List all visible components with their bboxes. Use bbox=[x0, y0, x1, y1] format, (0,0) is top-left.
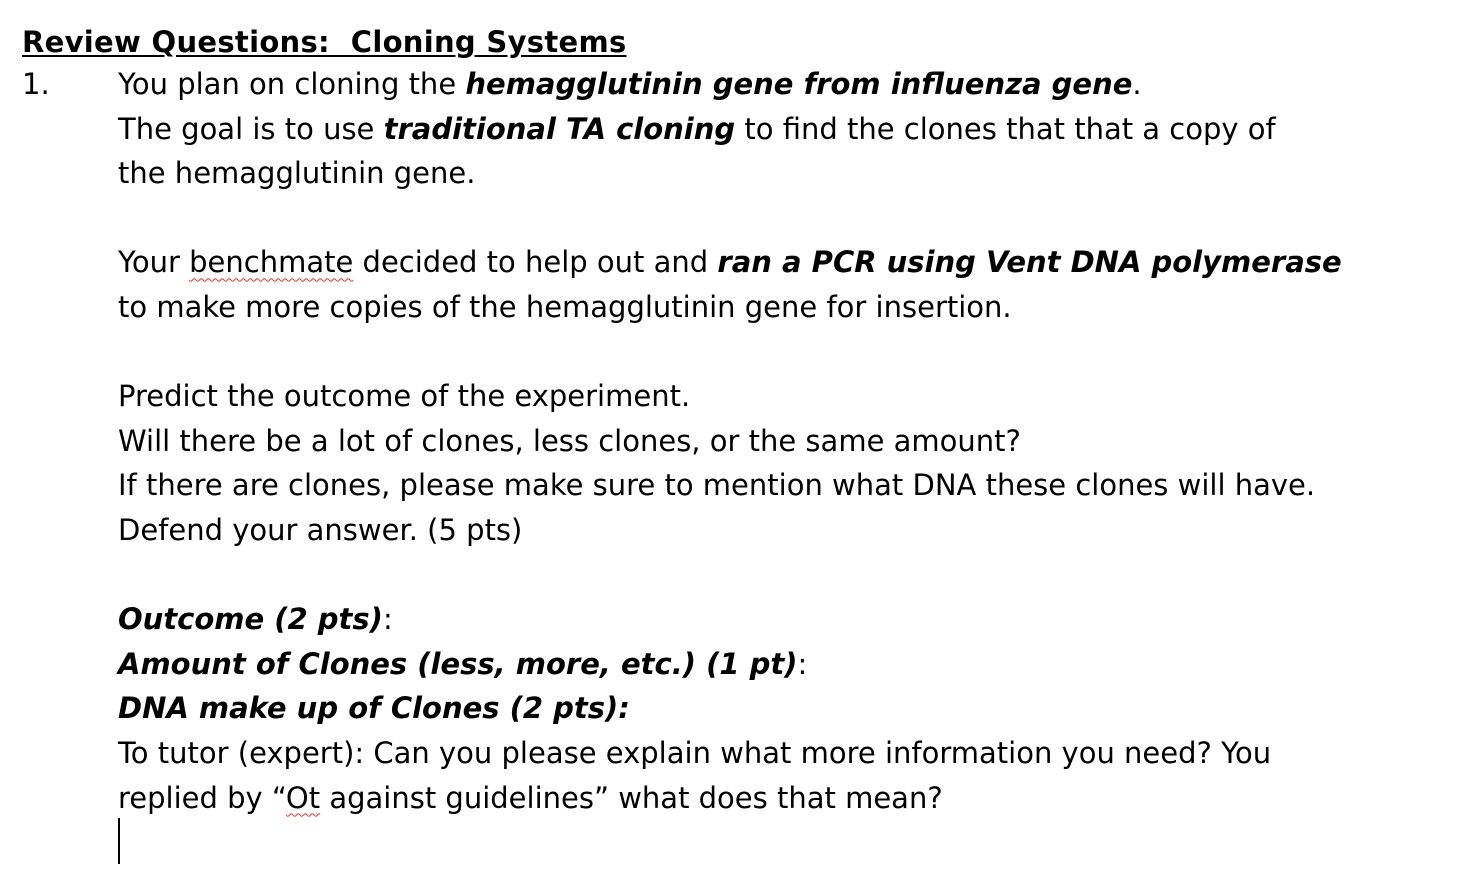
spellcheck-word[interactable]: benchmate bbox=[189, 245, 354, 280]
amount-label: Amount of Clones (less, more, etc.) (1 pt) bbox=[118, 646, 798, 681]
question-line-4 bbox=[22, 240, 1442, 285]
text-run: Your bbox=[118, 245, 190, 280]
text-run: replied by “ bbox=[118, 780, 286, 815]
blank-line bbox=[22, 196, 1442, 241]
blank-line bbox=[22, 330, 1442, 375]
emphasis-pcr: ran a PCR using Vent DNA polymerase bbox=[717, 245, 1342, 280]
text-run: against guidelines” what does that mean? bbox=[320, 780, 943, 815]
text-run: You plan on cloning the bbox=[118, 67, 466, 101]
text-run: : bbox=[797, 646, 808, 681]
text-run: decided to help out and bbox=[353, 245, 718, 280]
dna-label: DNA make up of Clones (2 pts): bbox=[118, 691, 630, 726]
text-cursor bbox=[118, 818, 120, 864]
amount-field bbox=[22, 642, 1442, 687]
question-line-7: Will there be a lot of clones, less clones, or the same amount? bbox=[118, 423, 1021, 458]
emphasis-gene: hemagglutinin gene from influenza gene bbox=[465, 67, 1133, 101]
dna-field bbox=[22, 686, 1442, 731]
outcome-label: Outcome (2 pts) bbox=[118, 602, 383, 637]
blank-line bbox=[22, 553, 1442, 598]
question-line-2 bbox=[22, 107, 1442, 152]
question-line-1 bbox=[22, 62, 1442, 107]
text-run: : bbox=[382, 602, 393, 637]
text-run: The goal is to use bbox=[118, 111, 384, 146]
spellcheck-word[interactable]: Ot bbox=[285, 780, 321, 815]
question-line-8: If there are clones, please make sure to mention what DNA these clones will have. bbox=[118, 468, 1316, 503]
text-run: to find the clones that that a copy of bbox=[735, 111, 1276, 146]
question-number: 1. bbox=[22, 67, 50, 101]
document-body[interactable] bbox=[22, 22, 1442, 820]
question-line-9: Defend your answer. (5 pts) bbox=[118, 512, 523, 547]
tutor-line-1: To tutor (expert): Can you please explain what more information you need? You bbox=[118, 735, 1272, 770]
emphasis-ta-cloning: traditional TA cloning bbox=[383, 111, 736, 146]
tutor-line-2 bbox=[22, 776, 1442, 821]
outcome-field bbox=[22, 597, 1442, 642]
document-title: Review Questions: Cloning Systems bbox=[22, 25, 627, 59]
question-line-6: Predict the outcome of the experiment. bbox=[118, 379, 691, 414]
question-line-3: the hemagglutinin gene. bbox=[118, 156, 476, 191]
question-line-5: to make more copies of the hemagglutinin gene for insertion. bbox=[118, 289, 1012, 324]
text-run: . bbox=[1132, 67, 1142, 101]
